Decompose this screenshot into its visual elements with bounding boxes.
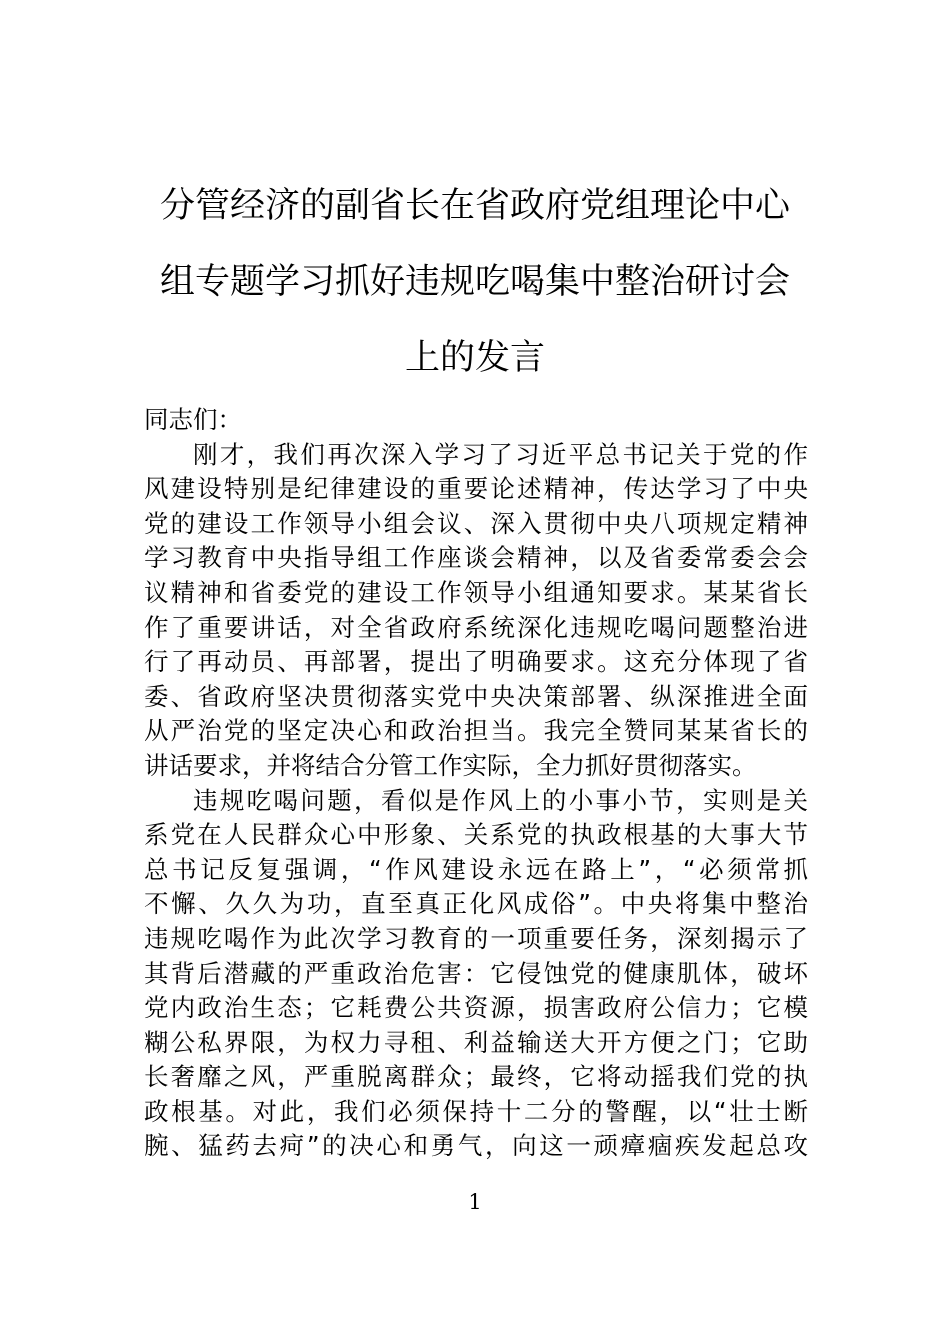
salutation: 同志们：	[144, 405, 242, 434]
paragraph-line: 讲话要求，并将结合分管工作实际，全力抓好贯彻落实。	[144, 750, 757, 780]
paragraph-line: 糊公私界限，为权力寻租、利益输送大开方便之门；它助	[144, 1027, 808, 1057]
page-number: 1	[468, 1190, 482, 1214]
title-line: 组专题学习抓好违规吃喝集中整治研讨会	[159, 262, 790, 302]
paragraph-line: 从严治党的坚定决心和政治担当。我完全赞同某某省长的	[144, 716, 808, 746]
paragraph	[144, 438, 808, 784]
paragraph-line: 委、省政府坚决贯彻落实党中央决策部署、纵深推进全面	[144, 681, 808, 711]
paragraph-line: 党内政治生态；它耗费公共资源，损害政府公信力；它模	[144, 993, 808, 1023]
paragraph-line: 违规吃喝问题，看似是作风上的小事小节，实则是关	[193, 785, 808, 815]
document-title	[150, 168, 800, 396]
title-line: 上的发言	[404, 338, 545, 378]
document-body	[144, 403, 808, 1164]
paragraph-line: 风建设特别是纪律建设的重要论述精神，传达学习了中央	[144, 474, 808, 504]
paragraph-line: 违规吃喝作为此次学习教育的一项重要任务，深刻揭示了	[144, 923, 808, 953]
paragraph-line: 不懈、久久为功，直至真正化风成俗”。中央将集中整治	[144, 889, 808, 919]
paragraph-line: 议精神和省委党的建设工作领导小组通知要求。某某省长	[144, 577, 808, 607]
paragraph-line: 党的建设工作领导小组会议、深入贯彻中央八项规定精神	[144, 508, 808, 538]
paragraph-line: 长奢靡之风，严重脱离群众；最终，它将动摇我们党的执	[144, 1062, 808, 1092]
paragraph-line: 腕、猛药去疴”的决心和勇气，向这一顽瘴痼疾发起总攻	[144, 1131, 808, 1161]
paragraph-line: 学习教育中央指导组工作座谈会精神，以及省委常委会会	[144, 543, 808, 573]
paragraph-line: 作了重要讲话，对全省政府系统深化违规吃喝问题整治进	[144, 612, 808, 642]
paragraph	[144, 784, 808, 1165]
paragraph-line: 政根基。对此，我们必须保持十二分的警醒，以“壮士断	[144, 1096, 808, 1126]
paragraph-line: 其背后潜藏的严重政治危害：它侵蚀党的健康肌体，破坏	[144, 958, 808, 988]
paragraph-line: 行了再动员、再部署，提出了明确要求。这充分体现了省	[144, 647, 808, 677]
paragraph-line: 系党在人民群众心中形象、关系党的执政根基的大事大节	[144, 820, 808, 850]
paragraph-line: 总书记反复强调，“作风建设永远在路上”，“必须常抓	[144, 854, 808, 884]
paragraph-line: 刚才，我们再次深入学习了习近平总书记关于党的作	[193, 439, 808, 469]
title-line: 分管经济的副省长在省政府党组理论中心	[159, 186, 790, 226]
